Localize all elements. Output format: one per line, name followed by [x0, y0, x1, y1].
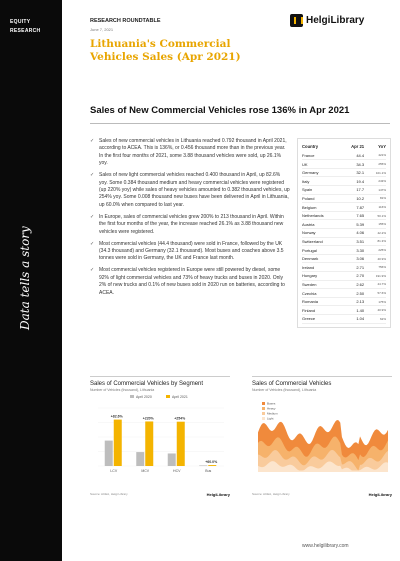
sidebar-label-research: RESEARCH — [10, 28, 41, 34]
helgi-logo-text: HelgiLibrary — [306, 15, 365, 26]
value-cell: 3.51 — [341, 237, 364, 246]
data-label: +220% — [142, 416, 154, 421]
country-cell: Romania — [302, 297, 341, 306]
table-row — [302, 203, 386, 212]
country-cell: Poland — [302, 194, 341, 203]
check-icon: ✓ — [90, 267, 95, 274]
report-header — [62, 0, 400, 90]
country-cell: Finland — [302, 306, 341, 315]
table-header-yoy: YoY — [378, 143, 386, 149]
yoy-cell: 175% — [364, 297, 386, 306]
table-row — [302, 177, 386, 186]
country-cell: Austria — [302, 220, 341, 229]
legend-label: Light — [267, 416, 274, 421]
country-cell: Hungary — [302, 272, 341, 281]
country-table — [297, 138, 391, 328]
value-cell: 7.65 — [341, 211, 364, 220]
value-cell: 19.4 — [341, 177, 364, 186]
chart-logo: HelgiLibrary — [206, 492, 230, 497]
country-cell: Belgium — [302, 203, 341, 212]
table-row — [302, 152, 386, 160]
bullet-item — [90, 241, 290, 263]
country-cell: Switzerland — [302, 237, 341, 246]
yoy-cell: 81% — [364, 194, 386, 203]
country-cell: Sweden — [302, 280, 341, 289]
table-row — [302, 297, 386, 306]
yoy-cell: 191.9% — [364, 272, 386, 281]
value-cell: 3.06 — [341, 254, 364, 263]
table-row — [302, 229, 386, 238]
divider — [90, 123, 390, 124]
table-row — [302, 246, 386, 255]
table-row — [302, 211, 386, 220]
country-cell: Greece — [302, 314, 341, 323]
report-date: June 7, 2021 — [90, 27, 114, 32]
bullet-text: Sales of new commercial vehicles in Lithuania reached 0.792 thousand in April 2021, according to ACEA. This is 136%, or 0.456 thousand more than in the previous year. In the first four months of 2021, some 3.88 thousand vehicles were sold, up 26.1% yoy. — [99, 138, 287, 167]
table-header-apr21: Apr 21 — [351, 143, 365, 149]
chart-subtitle: Number of Vehicles (thousand), Lithuania — [252, 388, 317, 392]
bar-bus-apr2021 — [208, 465, 216, 466]
value-cell: 10.2 — [341, 194, 364, 203]
bullet-list — [90, 138, 290, 302]
segment-chart — [90, 376, 230, 498]
yoy-cell: 62% — [364, 314, 386, 323]
legend-swatch — [262, 407, 265, 410]
country-cell: Portugal — [302, 246, 341, 255]
bullet-text: Most commercial vehicles registered in Europe were still powered by diesel, some 92% of light commercial vehicles and 73% of heavy trucks and buses in 2020. Only 2% of new trucks and 0.1% of new buses sold in 2020 run on batteries, according to ACEA. — [99, 267, 285, 296]
country-cell: Norway — [302, 229, 341, 238]
yoy-cell: 421% — [364, 152, 386, 160]
yoy-cell: 57.6% — [364, 289, 386, 298]
sidebar-tagline: Data tells a story — [18, 226, 32, 330]
bullet-item — [90, 138, 290, 168]
legend-swatch — [262, 417, 265, 420]
value-cell: 32.1 — [341, 168, 364, 177]
value-cell: 17.7 — [341, 186, 364, 195]
legend-swatch — [262, 412, 265, 415]
country-cell: Spain — [302, 186, 341, 195]
country-cell: France — [302, 152, 341, 160]
yoy-cell: 243% — [364, 177, 386, 186]
value-cell: 2.62 — [341, 280, 364, 289]
report-kicker: RESEARCH ROUNDTABLE — [90, 18, 161, 24]
table-row — [302, 263, 386, 272]
table-row — [302, 254, 386, 263]
value-cell: 4.06 — [341, 229, 364, 238]
country-cell: Netherlands — [302, 211, 341, 220]
check-icon: ✓ — [90, 240, 95, 247]
chart-source: Source: ACEA, Helgi Library — [90, 492, 128, 496]
country-cell: UK — [302, 160, 341, 169]
legend-label: Buses — [267, 401, 276, 406]
data-label: +82.6% — [110, 414, 123, 419]
table-row — [302, 194, 386, 203]
yoy-cell: 81.3% — [364, 237, 386, 246]
x-tick-label: MCV — [141, 469, 150, 473]
value-cell: 7.87 — [341, 203, 364, 212]
bar-hcv-apr2020 — [168, 453, 176, 466]
bar-hcv-apr2021 — [177, 422, 185, 466]
table-row — [302, 237, 386, 246]
table-row — [302, 186, 386, 195]
report-title: Lithuania's Commercial Vehicles Sales (Apr 2021) — [90, 38, 241, 63]
footer-url[interactable]: www.helgilibrary.com — [302, 543, 349, 549]
segment-chart-plot — [90, 392, 230, 482]
sidebar-label-equity: EQUITY — [10, 19, 31, 25]
yoy-cell: 225% — [364, 246, 386, 255]
table-row — [302, 314, 386, 323]
sidebar — [0, 0, 62, 561]
value-cell: 44.4 — [341, 152, 364, 160]
country-cell: Denmark — [302, 254, 341, 263]
legend-label: Medium — [267, 411, 278, 416]
section-headline: Sales of New Commercial Vehicles rose 136% in Apr 2021 — [90, 105, 350, 116]
legend-swatch — [166, 395, 170, 398]
value-cell: 1.40 — [341, 306, 364, 315]
yoy-cell: 42.2% — [364, 229, 386, 238]
helgi-logo-icon — [290, 14, 303, 27]
table-row — [302, 168, 386, 177]
bullet-text: Most commercial vehicles (44.4 thousand) were sold in France, followed by the UK (34.3 thousand) and Germany (32.1 thousand). Most buses and coaches above 3.5 tonnes were sold in Germany, the UK and France last month. — [99, 240, 284, 262]
yoy-cell: 255% — [364, 160, 386, 169]
table-row — [302, 272, 386, 281]
yoy-cell: 147% — [364, 186, 386, 195]
bar-mcv-apr2020 — [136, 452, 144, 466]
yoy-cell: 756% — [364, 263, 386, 272]
data-label: +60.0% — [205, 460, 218, 465]
value-cell: 2.71 — [341, 263, 364, 272]
legend-label: April 2021 — [172, 395, 188, 399]
bullet-item — [90, 214, 290, 236]
chart-title: Sales of Commercial Vehicles by Segment — [90, 381, 204, 387]
chart-subtitle: Number of Vehicles (thousand), Lithuania — [90, 388, 155, 392]
bar-bus-apr2020 — [199, 465, 207, 466]
value-cell: 34.3 — [341, 160, 364, 169]
legend-label: April 2020 — [136, 395, 152, 399]
bullet-text: Sales of new light commercial vehicles reached 0.400 thousand in April, up 82.6% yoy. Some 0.384 thousand medium and heavy commercial vehicles were registered (up 220% yoy) while sales of heavy vehicles amounted to 0.382 thousand vehicles, up 254% yoy. Some 0.008 thousand new buses have been delivered in April in Lithuania, up 60.0% when compared to last year. — [99, 172, 290, 208]
trend-chart — [252, 376, 392, 498]
chart-title: Sales of Commercial Vehicles — [252, 381, 332, 387]
yoy-cell: 40.9% — [364, 254, 386, 263]
yoy-cell: 116% — [364, 203, 386, 212]
data-label: +254% — [174, 416, 186, 421]
check-icon: ✓ — [90, 138, 95, 144]
yoy-cell: 40.9% — [364, 306, 386, 315]
bullet-item — [90, 172, 290, 209]
yoy-cell: 155% — [364, 220, 386, 229]
table-row — [302, 280, 386, 289]
bullet-text: In Europe, sales of commercial vehicles grew 200% to 213 thousand in April. Within the first four months of the year, the increase reached 26.1% as 3.88 thousand new vehicles were registered. — [99, 213, 284, 235]
country-cell: Italy — [302, 177, 341, 186]
yoy-cell: 101.1% — [364, 168, 386, 177]
yoy-cell: 50.1% — [364, 211, 386, 220]
value-cell: 2.50 — [341, 289, 364, 298]
yoy-cell: 44.7% — [364, 280, 386, 289]
value-cell: 5.39 — [341, 220, 364, 229]
value-cell: 2.13 — [341, 297, 364, 306]
bar-lcv-apr2021 — [114, 420, 122, 466]
table-row — [302, 306, 386, 315]
x-tick-label: LCV — [110, 469, 118, 473]
table-row — [302, 289, 386, 298]
helgi-logo[interactable] — [290, 14, 364, 27]
x-tick-label: Bus — [205, 469, 212, 473]
legend-label: Heavy — [267, 406, 276, 411]
country-cell: Germany — [302, 168, 341, 177]
x-tick-label: HCV — [173, 469, 181, 473]
chart-logo: HelgiLibrary — [368, 492, 392, 497]
table-row — [302, 220, 386, 229]
table-row — [302, 160, 386, 169]
check-icon: ✓ — [90, 213, 95, 220]
country-cell: Czechia — [302, 289, 341, 298]
chart-source: Source: ACEA, Helgi Library — [252, 492, 290, 496]
value-cell: 2.70 — [341, 272, 364, 281]
bullet-item — [90, 267, 290, 297]
legend-swatch — [130, 395, 134, 398]
bar-mcv-apr2021 — [145, 421, 153, 466]
value-cell: 1.04 — [341, 314, 364, 323]
value-cell: 3.30 — [341, 246, 364, 255]
trend-chart-plot — [252, 392, 392, 482]
legend-swatch — [262, 402, 265, 405]
check-icon: ✓ — [90, 172, 95, 179]
country-cell: Ireland — [302, 263, 341, 272]
table-header-country: Country — [302, 143, 319, 149]
bar-lcv-apr2020 — [105, 441, 113, 466]
